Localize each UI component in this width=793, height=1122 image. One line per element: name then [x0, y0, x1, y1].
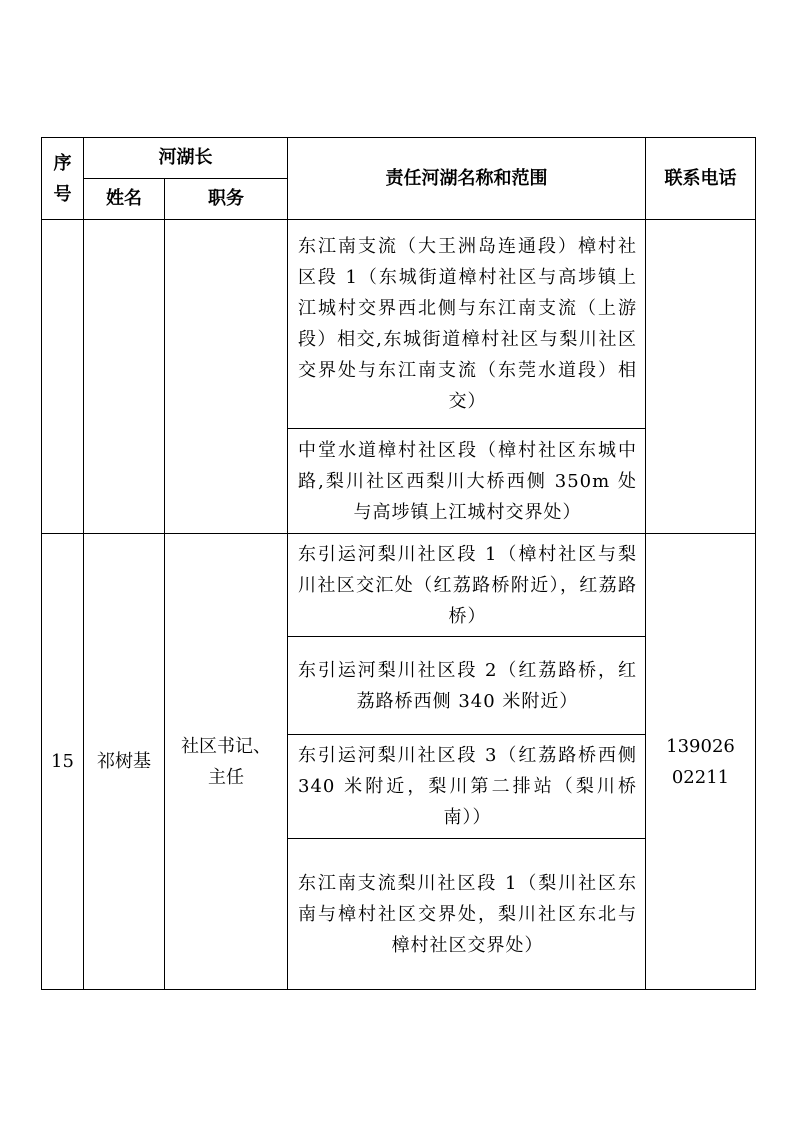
header-name: 姓名	[84, 179, 165, 220]
row-15-a	[42, 534, 756, 637]
river-range-cell: 东江南支流梨川社区段 1（梨川社区东南与樟村社区交界处，梨川社区东北与樟村社区交界处）	[288, 839, 646, 990]
river-range-cell: 东江南支流（大王洲岛连通段）樟村社区段 1（东城街道樟村社区与高埗镇上江城村交界西北侧与东江南支流（上游段）相交,东城街道樟村社区与梨川社区交界处与东江南支流（东莞水道段）相交）	[288, 220, 646, 429]
header-river-range: 责任河湖名称和范围	[288, 138, 646, 220]
row-15-phone-line1: 139026	[666, 735, 735, 757]
row-15-position-line1: 社区书记、	[181, 735, 271, 757]
row-15-name: 祁树基	[84, 534, 165, 990]
header-position: 职务	[165, 179, 288, 220]
header-phone: 联系电话	[646, 138, 756, 220]
river-range-cell: 东引运河梨川社区段 3（红荔路桥西侧 340 米附近，梨川第二排站（梨川桥南））	[288, 735, 646, 839]
continued-row-1	[42, 220, 756, 429]
row-15-seq: 15	[42, 534, 84, 990]
row-15-phone-line2: 02211	[671, 766, 730, 788]
header-river-chief: 河湖长	[84, 138, 288, 179]
header-seq-top: 序	[53, 152, 72, 174]
continued-name-cell	[84, 220, 165, 534]
header-row-1	[42, 138, 756, 179]
river-range-cell: 中堂水道樟村社区段（樟村社区东城中路,梨川社区西梨川大桥西侧 350m 处与高埗镇上江城村交界处）	[288, 429, 646, 534]
row-15-position	[165, 534, 288, 990]
river-range-cell: 东引运河梨川社区段 2（红荔路桥，红荔路桥西侧 340 米附近）	[288, 637, 646, 735]
continued-position-cell	[165, 220, 288, 534]
continued-seq-cell	[42, 220, 84, 534]
row-15-position-line2: 主任	[208, 766, 244, 788]
river-chief-table	[41, 137, 756, 990]
header-seq	[42, 138, 84, 220]
row-15-phone	[646, 534, 756, 990]
header-seq-bottom: 号	[53, 183, 72, 205]
river-range-cell: 东引运河梨川社区段 1（樟村社区与梨川社区交汇处（红荔路桥附近），红荔路桥）	[288, 534, 646, 637]
continued-phone-cell	[646, 220, 756, 534]
